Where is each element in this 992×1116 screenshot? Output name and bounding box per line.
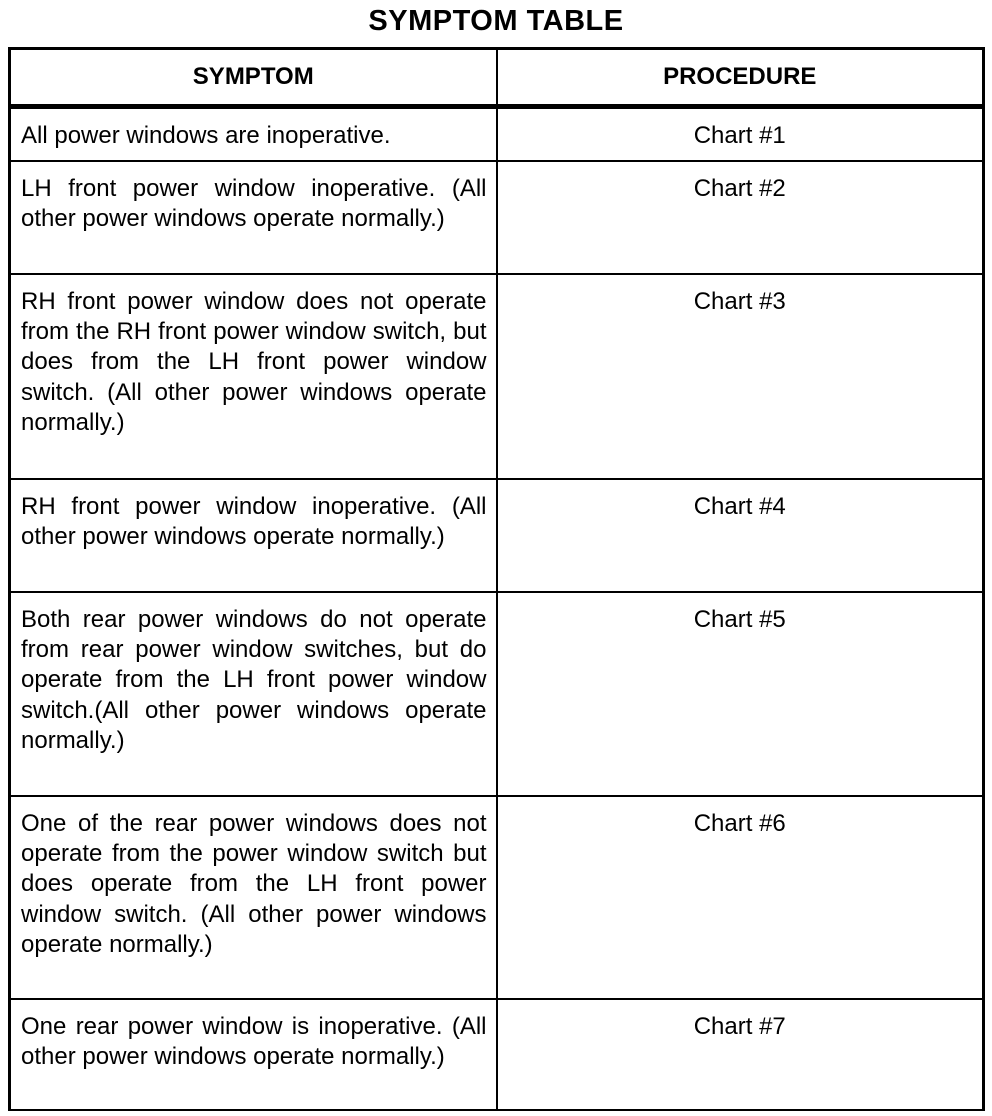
symptom-cell: LH front power window inoperative. (All other power windows operate normally.) — [10, 161, 497, 274]
page-title: SYMPTOM TABLE — [368, 5, 624, 37]
procedure-column-header: PROCEDURE — [497, 49, 984, 107]
procedure-cell: Chart #4 — [497, 479, 984, 592]
table-row — [10, 796, 984, 999]
procedure-cell: Chart #5 — [497, 592, 984, 796]
procedure-cell: Chart #2 — [497, 161, 984, 274]
symptom-cell: All power windows are inoperative. — [10, 107, 497, 161]
symptom-table — [8, 47, 985, 1111]
symptom-cell: Both rear power windows do not operate from rear power window switches, but do operate from the LH front power window switch.(All other power windows operate normally.) — [10, 592, 497, 796]
procedure-cell: Chart #1 — [497, 107, 984, 161]
table-row — [10, 592, 984, 796]
table-row — [10, 161, 984, 274]
table-row — [10, 274, 984, 479]
table-row — [10, 479, 984, 592]
procedure-cell: Chart #3 — [497, 274, 984, 479]
table-row — [10, 107, 984, 161]
symptom-column-header: SYMPTOM — [10, 49, 497, 107]
symptom-cell: One rear power window is inoperative. (All other power windows operate normally.) — [10, 999, 497, 1110]
symptom-cell: One of the rear power windows does not operate from the power window switch but does operate from the LH front power window switch. (All other power windows operate normally.) — [10, 796, 497, 999]
table-header-row — [10, 49, 984, 107]
procedure-cell: Chart #6 — [497, 796, 984, 999]
symptom-cell: RH front power window inoperative. (All other power windows operate normally.) — [10, 479, 497, 592]
symptom-cell: RH front power window does not operate from the RH front power window switch, but does from the LH front power window switch. (All other power windows operate normally.) — [10, 274, 497, 479]
procedure-cell: Chart #7 — [693, 1012, 786, 1040]
table-row — [10, 999, 984, 1110]
